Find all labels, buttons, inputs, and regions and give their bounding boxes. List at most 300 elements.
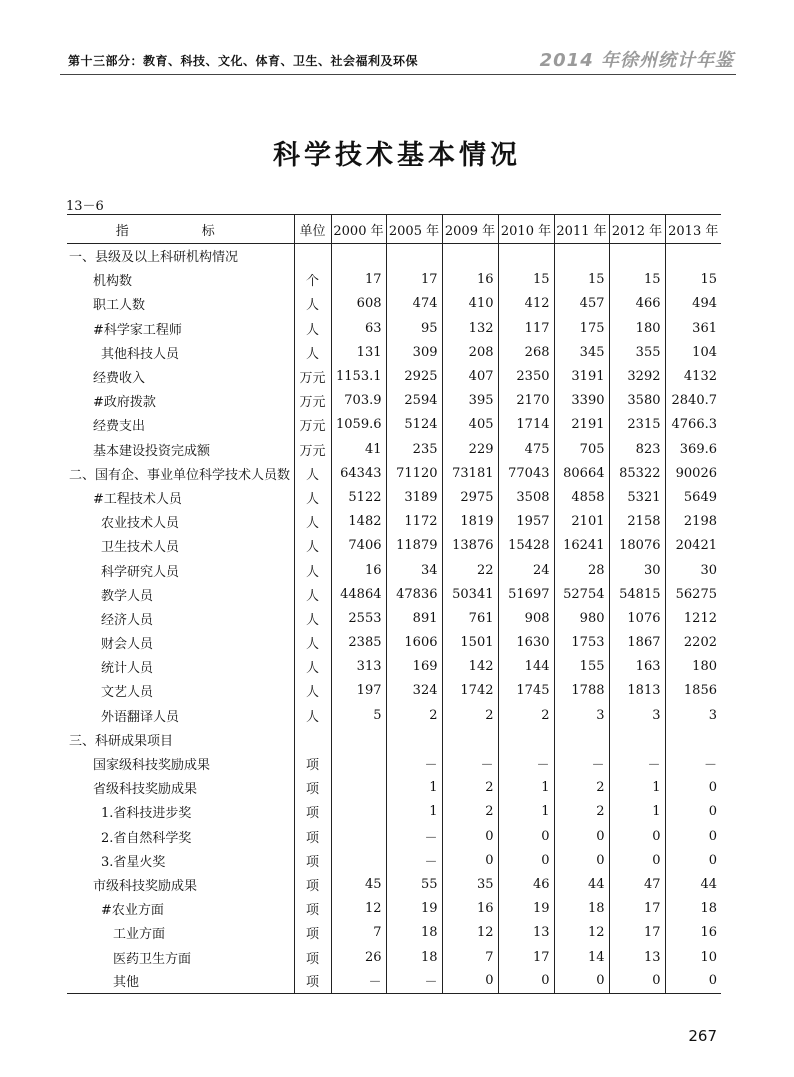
cell-value: 142 — [442, 655, 498, 679]
cell-value: 313 — [331, 655, 386, 679]
column-header: 2009 年 — [442, 215, 498, 244]
cell-value: 0 — [665, 800, 721, 824]
cell-value: 1867 — [609, 631, 665, 655]
cell-value: － — [665, 751, 721, 775]
cell-value: 15 — [554, 268, 609, 292]
cell-value: 18076 — [609, 534, 665, 558]
cell-value — [442, 727, 498, 751]
table-row — [67, 848, 721, 872]
column-header: 2005 年 — [386, 215, 442, 244]
cell-value: 1153.1 — [331, 364, 386, 388]
cell-value: 17 — [386, 268, 442, 292]
table-row — [67, 872, 721, 896]
cell-value: 0 — [665, 848, 721, 872]
row-label: 科学研究人员 — [101, 564, 180, 580]
table-row — [67, 510, 721, 534]
cell-value: 18 — [554, 897, 609, 921]
cell-value: 16 — [331, 558, 386, 582]
cell-value: 20421 — [665, 534, 721, 558]
cell-value: － — [442, 751, 498, 775]
cell-value: 175 — [554, 316, 609, 340]
cell-value: 761 — [442, 606, 498, 630]
cell-value — [331, 800, 386, 824]
cell-value: 412 — [498, 292, 554, 316]
cell-value: 494 — [665, 292, 721, 316]
cell-value: － — [386, 969, 442, 993]
table-row — [67, 413, 721, 437]
cell-value — [386, 727, 442, 751]
row-unit: 人 — [294, 582, 331, 606]
cell-value: 3390 — [554, 389, 609, 413]
cell-value: 705 — [554, 437, 609, 461]
cell-value: 51697 — [498, 582, 554, 606]
cell-value: 405 — [442, 413, 498, 437]
cell-value: 180 — [665, 655, 721, 679]
cell-value: 7 — [442, 945, 498, 969]
cell-value: 2840.7 — [665, 389, 721, 413]
cell-value: 0 — [665, 776, 721, 800]
cell-value — [498, 727, 554, 751]
cell-value: 3 — [609, 703, 665, 727]
table-row — [67, 292, 721, 316]
row-label: 财会人员 — [101, 637, 154, 653]
table-row — [67, 316, 721, 340]
cell-value — [498, 244, 554, 268]
cell-value: 0 — [554, 848, 609, 872]
cell-value: 1753 — [554, 631, 609, 655]
cell-value: 908 — [498, 606, 554, 630]
row-label: 农业技术人员 — [101, 516, 180, 532]
cell-value: 54815 — [609, 582, 665, 606]
cell-value: 16 — [442, 268, 498, 292]
cell-value: 73181 — [442, 461, 498, 485]
table-row — [67, 485, 721, 509]
cell-value: 0 — [554, 824, 609, 848]
table-row — [67, 582, 721, 606]
row-unit: 人 — [294, 316, 331, 340]
cell-value: 17 — [498, 945, 554, 969]
cell-value: 3 — [665, 703, 721, 727]
row-label: 医药卫生方面 — [113, 951, 192, 967]
row-label: 3.省星火奖 — [101, 854, 166, 870]
cell-value: 18 — [665, 897, 721, 921]
table-row — [67, 268, 721, 292]
cell-value: 355 — [609, 340, 665, 364]
table-row — [67, 655, 721, 679]
cell-value: 64343 — [331, 461, 386, 485]
cell-value: 2170 — [498, 389, 554, 413]
row-label: 基本建设投资完成额 — [93, 443, 211, 459]
cell-value: 17 — [609, 897, 665, 921]
cell-value: 1 — [609, 776, 665, 800]
cell-value: 474 — [386, 292, 442, 316]
cell-value: 324 — [386, 679, 442, 703]
cell-value: 24 — [498, 558, 554, 582]
cell-value: － — [331, 969, 386, 993]
row-unit: 人 — [294, 631, 331, 655]
row-label: 职工人数 — [93, 298, 146, 314]
column-header: 2000 年 — [331, 215, 386, 244]
table-body — [67, 244, 721, 994]
row-label: #科学家工程师 — [93, 322, 182, 338]
cell-value: 208 — [442, 340, 498, 364]
cell-value: 85322 — [609, 461, 665, 485]
cell-value — [331, 244, 386, 268]
cell-value: 0 — [609, 848, 665, 872]
cell-value: 2101 — [554, 510, 609, 534]
cell-value: 1745 — [498, 679, 554, 703]
cell-value: 0 — [554, 969, 609, 993]
row-unit: 项 — [294, 872, 331, 896]
column-header: 2011 年 — [554, 215, 609, 244]
row-label: 经费收入 — [93, 371, 146, 387]
cell-value: 3191 — [554, 364, 609, 388]
cell-value: 1482 — [331, 510, 386, 534]
cell-value: 13 — [609, 945, 665, 969]
cell-value: － — [386, 848, 442, 872]
cell-value: 16 — [665, 921, 721, 945]
cell-value: 16241 — [554, 534, 609, 558]
cell-value: 3508 — [498, 485, 554, 509]
cell-value: 2594 — [386, 389, 442, 413]
row-unit: 个 — [294, 268, 331, 292]
cell-value: 457 — [554, 292, 609, 316]
cell-value: 3189 — [386, 485, 442, 509]
cell-value: 55 — [386, 872, 442, 896]
row-label: 一、县级及以上科研机构情况 — [69, 250, 239, 266]
cell-value: 52754 — [554, 582, 609, 606]
row-unit: 万元 — [294, 413, 331, 437]
cell-value: 0 — [665, 969, 721, 993]
cell-value — [331, 776, 386, 800]
cell-value: 361 — [665, 316, 721, 340]
cell-value: － — [609, 751, 665, 775]
row-label: 工业方面 — [113, 927, 166, 943]
table-row — [67, 824, 721, 848]
row-unit: 人 — [294, 461, 331, 485]
cell-value: 50341 — [442, 582, 498, 606]
cell-value: 13876 — [442, 534, 498, 558]
cell-value: 197 — [331, 679, 386, 703]
row-label: 经济人员 — [101, 612, 154, 628]
table-row — [67, 631, 721, 655]
row-unit: 项 — [294, 945, 331, 969]
row-unit: 人 — [294, 534, 331, 558]
cell-value: 144 — [498, 655, 554, 679]
row-label: 1.省科技进步奖 — [101, 806, 192, 822]
row-unit: 项 — [294, 776, 331, 800]
cell-value: 229 — [442, 437, 498, 461]
cell-value: 3292 — [609, 364, 665, 388]
table-row — [67, 897, 721, 921]
row-label: 其他科技人员 — [101, 346, 180, 362]
cell-value: 3 — [554, 703, 609, 727]
cell-value — [609, 244, 665, 268]
cell-value: 891 — [386, 606, 442, 630]
row-unit: 万元 — [294, 364, 331, 388]
row-unit: 项 — [294, 751, 331, 775]
yearbook-title: 2014 年徐州统计年鉴 — [539, 50, 734, 71]
cell-value: 0 — [442, 824, 498, 848]
cell-value: 10 — [665, 945, 721, 969]
cell-value: 4132 — [665, 364, 721, 388]
cell-value: 2 — [554, 800, 609, 824]
cell-value: － — [498, 751, 554, 775]
cell-value: 44864 — [331, 582, 386, 606]
cell-value: 26 — [331, 945, 386, 969]
row-label: 2.省自然科学奖 — [101, 830, 192, 846]
row-unit: 人 — [294, 558, 331, 582]
row-unit: 人 — [294, 655, 331, 679]
cell-value: 0 — [609, 824, 665, 848]
cell-value: 703.9 — [331, 389, 386, 413]
cell-value: 407 — [442, 364, 498, 388]
row-label: 机构数 — [93, 274, 133, 290]
table-row — [67, 969, 721, 993]
cell-value: 80664 — [554, 461, 609, 485]
cell-value: 35 — [442, 872, 498, 896]
cell-value: 45 — [331, 872, 386, 896]
table-row — [67, 921, 721, 945]
cell-value: 1212 — [665, 606, 721, 630]
row-unit: 人 — [294, 679, 331, 703]
header-divider — [60, 74, 736, 75]
cell-value: 1076 — [609, 606, 665, 630]
statistics-table — [67, 214, 721, 994]
cell-value: 1 — [498, 800, 554, 824]
cell-value: 1630 — [498, 631, 554, 655]
cell-value: 7406 — [331, 534, 386, 558]
cell-value: 1813 — [609, 679, 665, 703]
row-unit: 万元 — [294, 389, 331, 413]
cell-value: 345 — [554, 340, 609, 364]
table-row — [67, 945, 721, 969]
cell-value: 5122 — [331, 485, 386, 509]
row-unit: 项 — [294, 800, 331, 824]
cell-value: 16 — [442, 897, 498, 921]
cell-value: － — [386, 824, 442, 848]
cell-value: 1 — [386, 800, 442, 824]
cell-value: 475 — [498, 437, 554, 461]
cell-value: 131 — [331, 340, 386, 364]
table-row — [67, 800, 721, 824]
cell-value: 28 — [554, 558, 609, 582]
table-header-row — [67, 215, 721, 244]
cell-value: 2975 — [442, 485, 498, 509]
row-unit: 项 — [294, 969, 331, 993]
cell-value: 0 — [498, 824, 554, 848]
table-row — [67, 703, 721, 727]
row-unit: 人 — [294, 510, 331, 534]
cell-value: 17 — [331, 268, 386, 292]
table-row — [67, 461, 721, 485]
cell-value: 90026 — [665, 461, 721, 485]
cell-value: 63 — [331, 316, 386, 340]
cell-value: 309 — [386, 340, 442, 364]
cell-value — [609, 727, 665, 751]
cell-value: 2202 — [665, 631, 721, 655]
table-number: 13－6 — [66, 199, 104, 214]
cell-value: 466 — [609, 292, 665, 316]
row-unit — [294, 244, 331, 268]
row-label: 三、科研成果项目 — [69, 733, 174, 749]
cell-value: 155 — [554, 655, 609, 679]
cell-value: 46 — [498, 872, 554, 896]
cell-value: 2315 — [609, 413, 665, 437]
cell-value: 19 — [386, 897, 442, 921]
cell-value: 5 — [331, 703, 386, 727]
cell-value — [386, 244, 442, 268]
table-row — [67, 679, 721, 703]
cell-value: 1788 — [554, 679, 609, 703]
cell-value: 1606 — [386, 631, 442, 655]
cell-value — [665, 727, 721, 751]
row-label: 经费支出 — [93, 419, 146, 435]
cell-value: 15 — [609, 268, 665, 292]
cell-value: 235 — [386, 437, 442, 461]
cell-value: 15428 — [498, 534, 554, 558]
cell-value: 77043 — [498, 461, 554, 485]
table-row — [67, 364, 721, 388]
row-unit — [294, 727, 331, 751]
cell-value: 2191 — [554, 413, 609, 437]
row-label: 国家级科技奖励成果 — [93, 758, 211, 774]
cell-value: 0 — [498, 848, 554, 872]
row-unit: 人 — [294, 292, 331, 316]
cell-value — [554, 727, 609, 751]
cell-value: 2 — [554, 776, 609, 800]
row-unit: 人 — [294, 606, 331, 630]
row-unit: 人 — [294, 703, 331, 727]
cell-value: 1714 — [498, 413, 554, 437]
row-unit: 万元 — [294, 437, 331, 461]
cell-value: 41 — [331, 437, 386, 461]
cell-value: 1172 — [386, 510, 442, 534]
cell-value: 30 — [609, 558, 665, 582]
row-label: 文艺人员 — [101, 685, 154, 701]
row-unit: 项 — [294, 848, 331, 872]
cell-value: 15 — [498, 268, 554, 292]
row-label: 教学人员 — [101, 588, 154, 604]
cell-value: 12 — [442, 921, 498, 945]
cell-value — [331, 751, 386, 775]
cell-value: 980 — [554, 606, 609, 630]
cell-value: 0 — [609, 969, 665, 993]
cell-value — [331, 727, 386, 751]
cell-value: 2 — [442, 776, 498, 800]
table-row — [67, 244, 721, 268]
table-row — [67, 776, 721, 800]
cell-value: 3580 — [609, 389, 665, 413]
table-row — [67, 558, 721, 582]
cell-value: 1501 — [442, 631, 498, 655]
cell-value — [665, 244, 721, 268]
cell-value: 12 — [331, 897, 386, 921]
cell-value: 4858 — [554, 485, 609, 509]
cell-value: 15 — [665, 268, 721, 292]
page-number: 267 — [688, 1027, 717, 1045]
cell-value: 12 — [554, 921, 609, 945]
cell-value: 395 — [442, 389, 498, 413]
cell-value: 1742 — [442, 679, 498, 703]
cell-value: 4766.3 — [665, 413, 721, 437]
cell-value: 2350 — [498, 364, 554, 388]
cell-value: 1 — [498, 776, 554, 800]
cell-value: 11879 — [386, 534, 442, 558]
row-label: 统计人员 — [101, 661, 154, 677]
cell-value: 132 — [442, 316, 498, 340]
cell-value: 19 — [498, 897, 554, 921]
row-unit: 人 — [294, 485, 331, 509]
row-unit: 项 — [294, 921, 331, 945]
cell-value: 2198 — [665, 510, 721, 534]
cell-value: 2 — [498, 703, 554, 727]
cell-value: 163 — [609, 655, 665, 679]
cell-value: 369.6 — [665, 437, 721, 461]
row-label: 省级科技奖励成果 — [93, 782, 198, 798]
cell-value: 169 — [386, 655, 442, 679]
section-title: 第十三部分：教育、科技、文化、体育、卫生、社会福利及环保 — [68, 54, 419, 68]
cell-value: 47 — [609, 872, 665, 896]
cell-value: 7 — [331, 921, 386, 945]
cell-value: 0 — [442, 969, 498, 993]
cell-value: 5649 — [665, 485, 721, 509]
cell-value: 1 — [386, 776, 442, 800]
row-unit: 项 — [294, 897, 331, 921]
cell-value: 2553 — [331, 606, 386, 630]
cell-value: 608 — [331, 292, 386, 316]
column-header: 指 标 — [67, 215, 294, 244]
row-label: 卫生技术人员 — [101, 540, 180, 556]
cell-value — [554, 244, 609, 268]
cell-value: 17 — [609, 921, 665, 945]
cell-value: 0 — [442, 848, 498, 872]
cell-value — [331, 824, 386, 848]
cell-value — [331, 848, 386, 872]
column-header: 单位 — [294, 215, 331, 244]
row-label: 其他 — [67, 969, 294, 993]
cell-value: 71120 — [386, 461, 442, 485]
cell-value: 30 — [665, 558, 721, 582]
cell-value: 13 — [498, 921, 554, 945]
cell-value: 268 — [498, 340, 554, 364]
table-row — [67, 751, 721, 775]
cell-value: 47836 — [386, 582, 442, 606]
cell-value: 1856 — [665, 679, 721, 703]
cell-value: 180 — [609, 316, 665, 340]
cell-value: 18 — [386, 921, 442, 945]
cell-value: 2 — [442, 800, 498, 824]
cell-value: 2925 — [386, 364, 442, 388]
row-unit: 人 — [294, 340, 331, 364]
table-row — [67, 437, 721, 461]
cell-value: 95 — [386, 316, 442, 340]
page-header — [60, 46, 736, 72]
cell-value: 14 — [554, 945, 609, 969]
cell-value: 5124 — [386, 413, 442, 437]
page-title: 科学技术基本情况 — [273, 140, 521, 171]
cell-value: 410 — [442, 292, 498, 316]
cell-value: 34 — [386, 558, 442, 582]
table-row — [67, 606, 721, 630]
cell-value: 56275 — [665, 582, 721, 606]
table-row — [67, 340, 721, 364]
row-label: #政府拨款 — [93, 395, 156, 411]
table-row — [67, 389, 721, 413]
column-header: 2010 年 — [498, 215, 554, 244]
row-label: 市级科技奖励成果 — [93, 878, 198, 894]
row-unit: 项 — [294, 824, 331, 848]
